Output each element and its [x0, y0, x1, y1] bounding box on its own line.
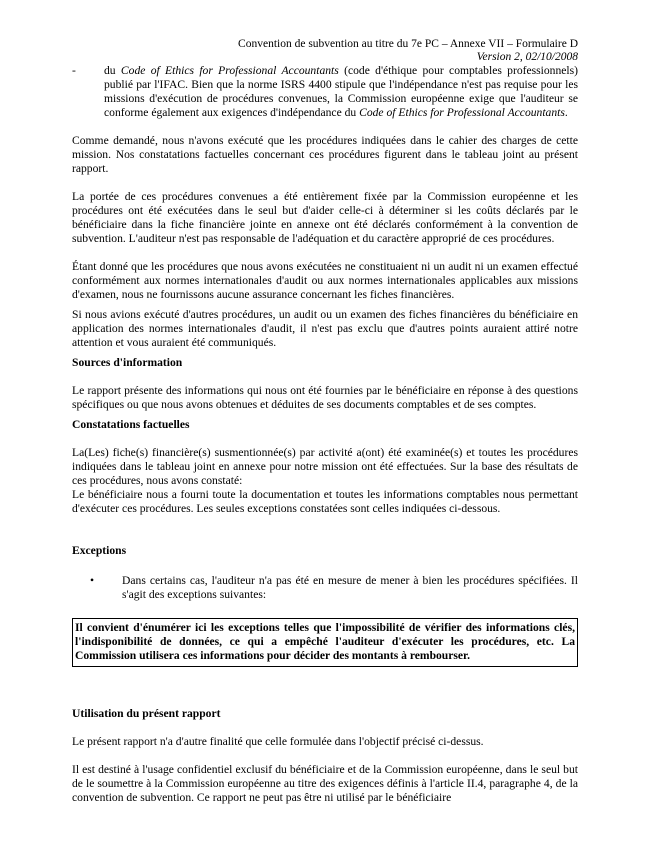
dash-text-3: .: [564, 106, 568, 119]
code-ethics-title-2: Code of Ethics for Professional Accountants: [359, 106, 565, 119]
dash-marker: -: [72, 64, 76, 77]
bullet-marker: •: [90, 574, 95, 587]
exceptions-bullet-text: Dans certains cas, l'auditeur n'a pas été en mesure de mener à bien les procédures spécifiées. Il s'agit des exceptions suivantes:: [122, 574, 578, 601]
sources-heading: Sources d'information: [72, 356, 183, 369]
code-ethics-title: Code of Ethics for Professional Accountants: [120, 64, 339, 77]
exceptions-bullet-item: [90, 574, 578, 602]
header-title: Convention de subvention au titre du 7e PC – Annexe VII – Formulaire D: [238, 38, 578, 50]
utilisation-heading: Utilisation du présent rapport: [72, 707, 221, 720]
paragraph-scope: La portée de ces procédures convenues a été entièrement fixée par la Commission européenne et les procédures ont été exécutées dans le seul but d'aider celle-ci à déterminer si les coûts déclarés par le bénéficiaire dans la fiche financière jointe en annexe ont été déclarés conformément à la convention de subvention. L'auditeur n'est pas responsable de l'adéquation et du caractère approprié de ces procédures.: [72, 190, 578, 245]
paragraph-no-assurance: Étant donné que les procédures que nous avons exécutées ne constituaient ni un audit ni un examen effectué conformément aux normes internationales d'audit ou aux normes internationales applicables aux missions d'examen, nous ne fournissons aucune assurance concernant les fiches financières.: [72, 260, 578, 301]
constatations-text-1: La(Les) fiche(s) financière(s) susmentionnée(s) par activité a(ont) été examinée(s) et toutes les procédures indiquées dans le tableau joint en annexe pour notre mission ont été effectuées. Sur la base des résultats de ces procédures, nous avons constaté:: [72, 446, 578, 487]
exceptions-heading: Exceptions: [72, 544, 127, 557]
document-body: [72, 64, 578, 805]
constatations-heading: Constatations factuelles: [72, 418, 190, 431]
exceptions-box: Il convient d'énumérer ici les exceptions telles que l'impossibilité de vérifier des informations clés, l'indisponibilité de données, ce qui a empêché l'auditeur d'exécuter les procédures, etc. La Commission utilisera ces informations pour décider des montants à rembourser.: [72, 618, 578, 667]
dash-text-1: du: [104, 64, 121, 77]
sources-text: Le rapport présente des informations qui nous ont été fournies par le bénéficiaire en réponse à des questions spécifiques ou que nous avons obtenues et déduites de ses documents comptables et de ses comptes.: [72, 384, 578, 411]
paragraph-procedures: Comme demandé, nous n'avons exécuté que les procédures indiquées dans le cahier des charges de cette mission. Nos constatations factuelles concernant ces procédures figurent dans le tableau joint au présent rapport.: [72, 134, 578, 175]
paragraph-other-procedures: Si nous avions exécuté d'autres procédures, un audit ou un examen des fiches financières du bénéficiaire en application des normes internationales d'audit, il n'est pas exclu que d'autres points auraient attiré notre attention et vous auraient été communiqués.: [72, 308, 578, 349]
utilisation-text-1: Le présent rapport n'a d'autre finalité que celle formulée dans l'objectif précisé ci-dessus.: [72, 735, 484, 748]
utilisation-text-2: Il est destiné à l'usage confidentiel exclusif du bénéficiaire et de la Commission européenne, dans le seul but de le soumettre à la Commission européenne au titre des exigences définis à l'article II.4, paragraphe 4, de la convention de subvention. Ce rapport ne peut pas être ni utilisé par le bénéficiaire: [72, 763, 578, 804]
constatations-text-2: Le bénéficiaire nous a fourni toute la documentation et toutes les informations comptables nous permettant d'exécuter ces procédures. Les seules exceptions constatées sont celles indiquées ci-dessous.: [72, 488, 578, 515]
dash-text-2: (code d'éthique pour comptables professionnels) publié par l'IFAC. Bien que la norme ISRS 4400 stipule que l'indépendance n'est pas requise pour les missions d'exécution de procédures convenues, la Commission européenne exige que l'auditeur se conforme également aux exigences d'indépendance du: [104, 64, 578, 119]
dash-list-item: [72, 64, 578, 120]
header-version: Version 2, 02/10/2008: [476, 51, 578, 63]
